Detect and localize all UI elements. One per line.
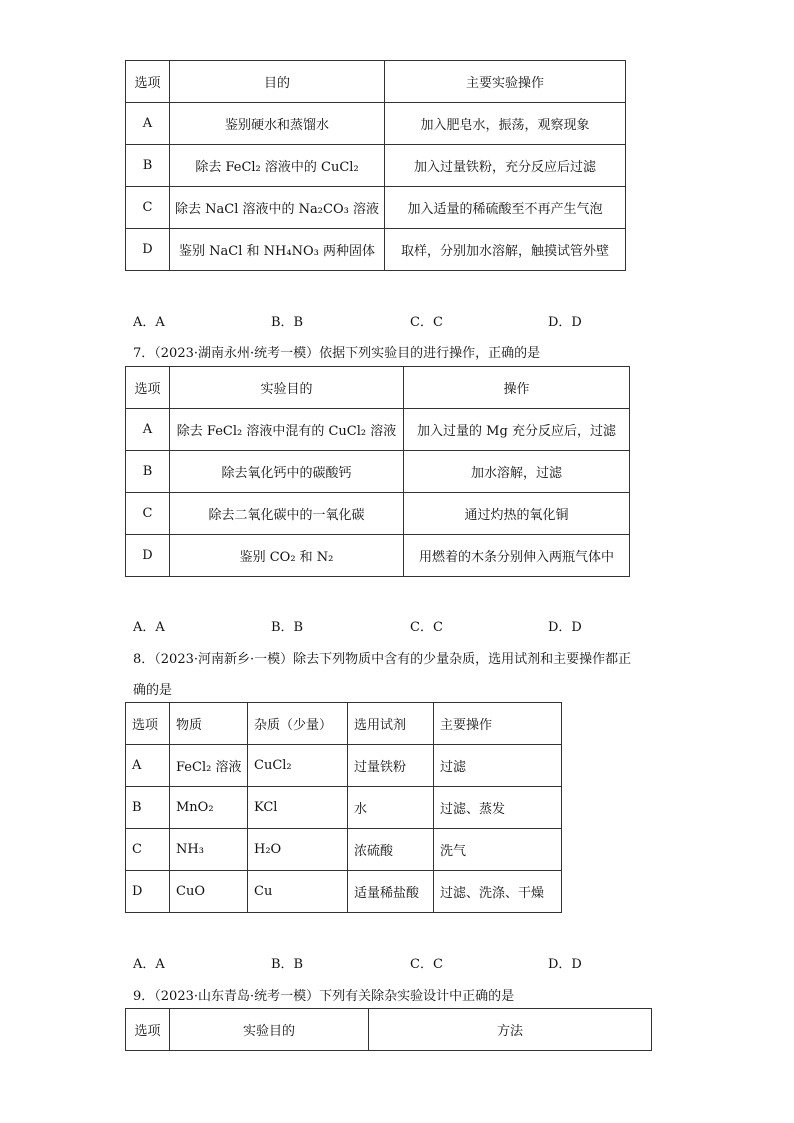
choice-d[interactable]: D．D <box>548 957 582 972</box>
table-row <box>126 103 626 145</box>
row-reagent: 过量铁粉 <box>348 745 434 787</box>
row-operation: 加入肥皂水，振荡，观察现象 <box>385 103 626 145</box>
header-goal: 目的 <box>170 61 385 103</box>
row-substance: CuO <box>170 871 248 913</box>
table-row <box>126 871 562 913</box>
row-goal: 除去二氧化碳中的一氧化碳 <box>170 493 404 535</box>
answer-choices-q7 <box>133 616 653 634</box>
header-option: 选项 <box>126 61 170 103</box>
row-operation: 过滤 <box>434 745 562 787</box>
row-operation: 洗气 <box>434 829 562 871</box>
row-goal: 除去 FeCl₂ 溶液中混有的 CuCl₂ 溶液 <box>170 409 404 451</box>
row-substance: FeCl₂ 溶液 <box>170 745 248 787</box>
choice-a[interactable]: A．A <box>133 957 165 972</box>
row-option: A <box>126 103 170 145</box>
row-substance: MnO₂ <box>170 787 248 829</box>
row-goal: 除去 FeCl₂ 溶液中的 CuCl₂ <box>170 145 385 187</box>
row-impurity: CuCl₂ <box>248 745 348 787</box>
row-operation: 用燃着的木条分别伸入两瓶气体中 <box>404 535 630 577</box>
question-9-stem: 9．（2023·山东青岛·统考一模）下列有关除杂实验设计中正确的是 <box>133 989 515 1004</box>
table-q9 <box>125 1008 652 1051</box>
row-reagent: 水 <box>348 787 434 829</box>
row-operation: 加入适量的稀硫酸至不再产生气泡 <box>385 187 626 229</box>
row-operation: 加入过量的 Mg 充分反应后，过滤 <box>404 409 630 451</box>
row-option: C <box>126 187 170 229</box>
header-reagent: 选用试剂 <box>348 703 434 745</box>
row-impurity: Cu <box>248 871 348 913</box>
row-reagent: 浓硫酸 <box>348 829 434 871</box>
row-operation: 过滤、蒸发 <box>434 787 562 829</box>
header-option: 选项 <box>126 703 170 745</box>
row-option: B <box>126 145 170 187</box>
row-operation: 过滤、洗涤、干燥 <box>434 871 562 913</box>
row-impurity: H₂O <box>248 829 348 871</box>
table-q6 <box>125 60 626 271</box>
row-goal: 除去氧化钙中的碳酸钙 <box>170 451 404 493</box>
choice-a[interactable]: A．A <box>133 620 165 635</box>
header-option: 选项 <box>126 1009 170 1051</box>
row-option: B <box>126 451 170 493</box>
choice-c[interactable]: C．C <box>410 957 443 972</box>
header-operation: 操作 <box>404 367 630 409</box>
table-header-row <box>126 1009 652 1051</box>
table-row <box>126 829 562 871</box>
row-operation: 通过灼热的氧化铜 <box>404 493 630 535</box>
header-operation: 主要操作 <box>434 703 562 745</box>
table-row <box>126 535 630 577</box>
question-7-stem: 7．（2023·湖南永州·统考一模）依据下列实验目的进行操作，正确的是 <box>133 346 541 361</box>
table-row <box>126 409 630 451</box>
table-row <box>126 745 562 787</box>
row-operation: 加水溶解，过滤 <box>404 451 630 493</box>
table-row <box>126 787 562 829</box>
choice-c[interactable]: C．C <box>410 315 443 330</box>
header-goal: 实验目的 <box>170 1009 369 1051</box>
row-option: D <box>126 871 170 913</box>
choice-d[interactable]: D．D <box>548 620 582 635</box>
table-row <box>126 187 626 229</box>
table-header-row <box>126 61 626 103</box>
row-operation: 取样，分别加水溶解，触摸试管外壁 <box>385 229 626 271</box>
row-option: C <box>126 829 170 871</box>
row-option: C <box>126 493 170 535</box>
header-option: 选项 <box>126 367 170 409</box>
row-option: D <box>126 229 170 271</box>
row-goal: 鉴别硬水和蒸馏水 <box>170 103 385 145</box>
row-reagent: 适量稀盐酸 <box>348 871 434 913</box>
question-8-stem-line2: 确的是 <box>133 683 173 698</box>
row-impurity: KCl <box>248 787 348 829</box>
header-substance: 物质 <box>170 703 248 745</box>
table-row <box>126 451 630 493</box>
answer-choices-q8 <box>133 953 653 971</box>
row-option: D <box>126 535 170 577</box>
header-method: 方法 <box>369 1009 652 1051</box>
row-goal: 除去 NaCl 溶液中的 Na₂CO₃ 溶液 <box>170 187 385 229</box>
row-goal: 鉴别 NaCl 和 NH₄NO₃ 两种固体 <box>170 229 385 271</box>
choice-b[interactable]: B．B <box>271 315 304 330</box>
choice-b[interactable]: B．B <box>271 620 304 635</box>
table-row <box>126 493 630 535</box>
choice-d[interactable]: D．D <box>548 315 582 330</box>
table-header-row <box>126 703 562 745</box>
table-q7 <box>125 366 630 577</box>
table-header-row <box>126 367 630 409</box>
table-q8 <box>125 702 562 913</box>
header-operation: 主要实验操作 <box>385 61 626 103</box>
choice-a[interactable]: A．A <box>133 315 165 330</box>
header-impurity: 杂质（少量） <box>248 703 348 745</box>
answer-choices-q6 <box>133 311 653 329</box>
row-option: A <box>126 745 170 787</box>
question-8-stem-line1: 8．（2023·河南新乡·一模）除去下列物质中含有的少量杂质，选用试剂和主要操作都正 <box>133 652 632 667</box>
row-option: A <box>126 409 170 451</box>
table-row <box>126 229 626 271</box>
row-substance: NH₃ <box>170 829 248 871</box>
row-option: B <box>126 787 170 829</box>
choice-c[interactable]: C．C <box>410 620 443 635</box>
choice-b[interactable]: B．B <box>271 957 304 972</box>
table-row <box>126 145 626 187</box>
row-goal: 鉴别 CO₂ 和 N₂ <box>170 535 404 577</box>
row-operation: 加入过量铁粉，充分反应后过滤 <box>385 145 626 187</box>
header-goal: 实验目的 <box>170 367 404 409</box>
